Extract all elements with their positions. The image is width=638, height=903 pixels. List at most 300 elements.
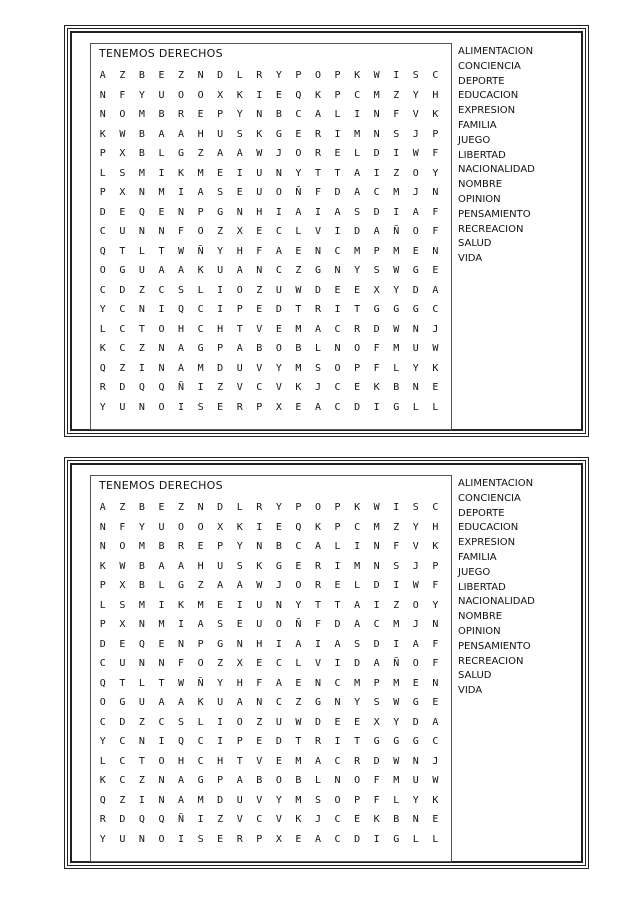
letter-cell[interactable]: N	[334, 697, 341, 709]
letter-cell[interactable]: L	[354, 580, 361, 592]
letter-cell[interactable]: N	[158, 658, 165, 670]
letter-cell[interactable]: Ñ	[178, 814, 185, 826]
letter-cell[interactable]: C	[373, 187, 380, 199]
letter-cell[interactable]: I	[275, 638, 282, 650]
letter-cell[interactable]: E	[295, 128, 302, 140]
letter-cell[interactable]: G	[393, 304, 400, 316]
letter-cell[interactable]: E	[275, 323, 282, 335]
letter-cell[interactable]: N	[334, 265, 341, 277]
letter-cell[interactable]: F	[373, 343, 380, 355]
letter-cell[interactable]: S	[197, 401, 204, 413]
letter-cell[interactable]: M	[393, 343, 400, 355]
letter-cell[interactable]: S	[354, 206, 361, 218]
letter-cell[interactable]: M	[295, 362, 302, 374]
letter-cell[interactable]: S	[412, 70, 419, 82]
letter-cell[interactable]: I	[354, 109, 361, 121]
letter-cell[interactable]: K	[99, 775, 106, 787]
letter-cell[interactable]: Y	[99, 401, 106, 413]
letter-cell[interactable]: N	[314, 677, 321, 689]
letter-cell[interactable]: U	[412, 775, 419, 787]
letter-cell[interactable]: Y	[217, 245, 224, 257]
letter-cell[interactable]: O	[178, 89, 185, 101]
letter-cell[interactable]: A	[236, 148, 243, 160]
letter-cell[interactable]: E	[412, 677, 419, 689]
letter-cell[interactable]: R	[236, 833, 243, 845]
letter-cell[interactable]: K	[295, 382, 302, 394]
letter-cell[interactable]: O	[99, 265, 106, 277]
letter-cell[interactable]: W	[373, 70, 380, 82]
letter-cell[interactable]: P	[354, 362, 361, 374]
letter-cell[interactable]: C	[99, 658, 106, 670]
letter-cell[interactable]: N	[99, 89, 106, 101]
letter-cell[interactable]: G	[314, 697, 321, 709]
letter-cell[interactable]: U	[236, 362, 243, 374]
letter-cell[interactable]: G	[178, 148, 185, 160]
letter-cell[interactable]: N	[334, 775, 341, 787]
letter-cell[interactable]: I	[158, 304, 165, 316]
letter-cell[interactable]: H	[432, 89, 439, 101]
letter-cell[interactable]: O	[158, 323, 165, 335]
letter-cell[interactable]: L	[158, 580, 165, 592]
letter-cell[interactable]: O	[119, 109, 126, 121]
letter-cell[interactable]: A	[354, 167, 361, 179]
letter-cell[interactable]: W	[178, 677, 185, 689]
letter-cell[interactable]: U	[275, 716, 282, 728]
letter-cell[interactable]: M	[295, 755, 302, 767]
letter-cell[interactable]: O	[334, 794, 341, 806]
letter-cell[interactable]: M	[354, 128, 361, 140]
letter-cell[interactable]: P	[236, 304, 243, 316]
letter-cell[interactable]: P	[373, 677, 380, 689]
letter-cell[interactable]: Y	[236, 109, 243, 121]
letter-cell[interactable]: P	[99, 187, 106, 199]
letter-cell[interactable]: L	[295, 658, 302, 670]
letter-cell[interactable]: I	[373, 401, 380, 413]
letter-cell[interactable]: Z	[393, 521, 400, 533]
letter-cell[interactable]: E	[432, 814, 439, 826]
letter-cell[interactable]: S	[373, 265, 380, 277]
letter-cell[interactable]: N	[373, 560, 380, 572]
letter-cell[interactable]: F	[178, 658, 185, 670]
letter-cell[interactable]: B	[393, 814, 400, 826]
letter-cell[interactable]: E	[256, 304, 263, 316]
letter-cell[interactable]: W	[256, 580, 263, 592]
letter-cell[interactable]: D	[314, 716, 321, 728]
letter-cell[interactable]: L	[432, 401, 439, 413]
letter-cell[interactable]: J	[275, 148, 282, 160]
letter-cell[interactable]: I	[334, 226, 341, 238]
letter-cell[interactable]: E	[334, 716, 341, 728]
letter-cell[interactable]: Z	[138, 284, 145, 296]
letter-cell[interactable]: V	[256, 362, 263, 374]
letter-cell[interactable]: G	[412, 697, 419, 709]
letter-cell[interactable]: V	[236, 814, 243, 826]
letter-cell[interactable]: C	[197, 755, 204, 767]
letter-cell[interactable]: M	[138, 599, 145, 611]
letter-cell[interactable]: E	[119, 206, 126, 218]
letter-cell[interactable]: J	[412, 619, 419, 631]
letter-cell[interactable]: D	[217, 70, 224, 82]
letter-cell[interactable]: U	[236, 794, 243, 806]
letter-cell[interactable]: Z	[138, 716, 145, 728]
letter-cell[interactable]: M	[138, 541, 145, 553]
letter-cell[interactable]: M	[197, 599, 204, 611]
letter-cell[interactable]: Ñ	[295, 187, 302, 199]
letter-cell[interactable]: E	[295, 833, 302, 845]
letter-cell[interactable]: A	[236, 697, 243, 709]
letter-cell[interactable]: X	[275, 401, 282, 413]
letter-cell[interactable]: N	[158, 226, 165, 238]
letter-cell[interactable]: L	[99, 599, 106, 611]
letter-cell[interactable]: N	[236, 638, 243, 650]
letter-cell[interactable]: E	[256, 658, 263, 670]
letter-cell[interactable]: B	[275, 109, 282, 121]
letter-cell[interactable]: B	[295, 775, 302, 787]
letter-cell[interactable]: G	[412, 736, 419, 748]
letter-cell[interactable]: G	[412, 265, 419, 277]
letter-cell[interactable]: I	[217, 304, 224, 316]
letter-cell[interactable]: D	[373, 755, 380, 767]
letter-cell[interactable]: T	[295, 304, 302, 316]
letter-cell[interactable]: O	[275, 775, 282, 787]
letter-cell[interactable]: Z	[119, 70, 126, 82]
letter-cell[interactable]: H	[236, 677, 243, 689]
letter-cell[interactable]: N	[432, 677, 439, 689]
letter-cell[interactable]: Y	[393, 284, 400, 296]
letter-cell[interactable]: C	[119, 736, 126, 748]
letter-cell[interactable]: O	[178, 521, 185, 533]
letter-cell[interactable]: M	[197, 167, 204, 179]
letter-cell[interactable]: A	[295, 638, 302, 650]
letter-cell[interactable]: M	[295, 794, 302, 806]
letter-cell[interactable]: Z	[178, 70, 185, 82]
letter-cell[interactable]: Y	[354, 265, 361, 277]
letter-cell[interactable]: B	[138, 148, 145, 160]
letter-cell[interactable]: C	[334, 245, 341, 257]
letter-cell[interactable]: A	[236, 580, 243, 592]
letter-cell[interactable]: I	[354, 541, 361, 553]
letter-cell[interactable]: Y	[412, 794, 419, 806]
letter-cell[interactable]: A	[197, 187, 204, 199]
letter-cell[interactable]: M	[393, 187, 400, 199]
letter-cell[interactable]: M	[354, 245, 361, 257]
letter-cell[interactable]: W	[295, 284, 302, 296]
letter-cell[interactable]: P	[295, 502, 302, 514]
letter-cell[interactable]: D	[217, 502, 224, 514]
letter-cell[interactable]: K	[432, 362, 439, 374]
letter-cell[interactable]: A	[314, 109, 321, 121]
letter-cell[interactable]: L	[334, 109, 341, 121]
letter-cell[interactable]: O	[275, 187, 282, 199]
letter-cell[interactable]: S	[236, 560, 243, 572]
letter-cell[interactable]: V	[256, 755, 263, 767]
letter-cell[interactable]: G	[275, 560, 282, 572]
letter-cell[interactable]: Z	[119, 794, 126, 806]
letter-cell[interactable]: M	[393, 775, 400, 787]
letter-cell[interactable]: G	[119, 697, 126, 709]
letter-cell[interactable]: D	[354, 833, 361, 845]
letter-cell[interactable]: I	[373, 833, 380, 845]
letter-cell[interactable]: Ñ	[393, 658, 400, 670]
letter-cell[interactable]: Ñ	[295, 619, 302, 631]
letter-cell[interactable]: Z	[119, 502, 126, 514]
letter-cell[interactable]: H	[217, 323, 224, 335]
letter-cell[interactable]: A	[178, 775, 185, 787]
letter-cell[interactable]: W	[393, 265, 400, 277]
letter-cell[interactable]: E	[295, 245, 302, 257]
letter-cell[interactable]: D	[373, 323, 380, 335]
letter-cell[interactable]: T	[236, 323, 243, 335]
letter-cell[interactable]: U	[119, 401, 126, 413]
letter-cell[interactable]: I	[334, 736, 341, 748]
letter-cell[interactable]: N	[256, 109, 263, 121]
letter-cell[interactable]: Z	[295, 265, 302, 277]
letter-cell[interactable]: U	[412, 343, 419, 355]
letter-cell[interactable]: D	[314, 284, 321, 296]
letter-cell[interactable]: N	[334, 343, 341, 355]
letter-cell[interactable]: A	[178, 794, 185, 806]
letter-cell[interactable]: N	[373, 541, 380, 553]
letter-cell[interactable]: L	[295, 226, 302, 238]
letter-cell[interactable]: Z	[393, 89, 400, 101]
letter-cell[interactable]: E	[217, 401, 224, 413]
letter-cell[interactable]: L	[314, 343, 321, 355]
letter-cell[interactable]: S	[314, 794, 321, 806]
letter-cell[interactable]: N	[138, 833, 145, 845]
letter-cell[interactable]: K	[236, 89, 243, 101]
letter-cell[interactable]: P	[334, 502, 341, 514]
letter-cell[interactable]: X	[119, 580, 126, 592]
letter-cell[interactable]: N	[197, 70, 204, 82]
letter-cell[interactable]: S	[314, 362, 321, 374]
letter-cell[interactable]: Z	[217, 382, 224, 394]
letter-cell[interactable]: Y	[275, 794, 282, 806]
letter-cell[interactable]: U	[138, 697, 145, 709]
letter-cell[interactable]: E	[354, 716, 361, 728]
letter-cell[interactable]: P	[334, 70, 341, 82]
letter-cell[interactable]: Z	[393, 599, 400, 611]
letter-cell[interactable]: A	[275, 677, 282, 689]
letter-cell[interactable]: S	[236, 128, 243, 140]
letter-cell[interactable]: Y	[138, 89, 145, 101]
letter-cell[interactable]: C	[119, 323, 126, 335]
letter-cell[interactable]: N	[138, 226, 145, 238]
letter-cell[interactable]: S	[393, 560, 400, 572]
letter-cell[interactable]: Z	[393, 167, 400, 179]
letter-cell[interactable]: I	[138, 362, 145, 374]
letter-cell[interactable]: B	[393, 382, 400, 394]
letter-cell[interactable]: N	[412, 323, 419, 335]
letter-cell[interactable]: X	[373, 284, 380, 296]
letter-cell[interactable]: A	[158, 697, 165, 709]
letter-cell[interactable]: A	[236, 343, 243, 355]
letter-cell[interactable]: Z	[256, 716, 263, 728]
letter-cell[interactable]: W	[412, 580, 419, 592]
letter-cell[interactable]: D	[373, 638, 380, 650]
letter-cell[interactable]: N	[314, 245, 321, 257]
letter-cell[interactable]: E	[295, 401, 302, 413]
letter-cell[interactable]: C	[334, 833, 341, 845]
letter-cell[interactable]: K	[354, 502, 361, 514]
letter-cell[interactable]: A	[236, 775, 243, 787]
letter-cell[interactable]: U	[158, 521, 165, 533]
letter-cell[interactable]: K	[99, 128, 106, 140]
letter-cell[interactable]: O	[119, 541, 126, 553]
letter-cell[interactable]: F	[393, 541, 400, 553]
letter-cell[interactable]: Q	[158, 814, 165, 826]
letter-cell[interactable]: L	[412, 833, 419, 845]
letter-cell[interactable]: A	[412, 638, 419, 650]
letter-cell[interactable]: C	[334, 382, 341, 394]
letter-cell[interactable]: I	[334, 128, 341, 140]
letter-cell[interactable]: L	[99, 323, 106, 335]
letter-cell[interactable]: X	[217, 521, 224, 533]
letter-cell[interactable]: F	[432, 638, 439, 650]
letter-cell[interactable]: C	[334, 677, 341, 689]
letter-cell[interactable]: T	[138, 323, 145, 335]
letter-cell[interactable]: U	[119, 833, 126, 845]
letter-cell[interactable]: K	[373, 814, 380, 826]
letter-cell[interactable]: M	[158, 187, 165, 199]
letter-cell[interactable]: A	[236, 265, 243, 277]
letter-cell[interactable]: O	[275, 343, 282, 355]
letter-cell[interactable]: W	[432, 343, 439, 355]
letter-cell[interactable]: J	[314, 382, 321, 394]
letter-cell[interactable]: O	[295, 148, 302, 160]
letter-cell[interactable]: K	[236, 521, 243, 533]
letter-cell[interactable]: Y	[217, 677, 224, 689]
letter-cell[interactable]: F	[432, 148, 439, 160]
letter-cell[interactable]: A	[197, 619, 204, 631]
letter-cell[interactable]: Q	[99, 362, 106, 374]
letter-cell[interactable]: N	[178, 638, 185, 650]
letter-cell[interactable]: Z	[138, 343, 145, 355]
letter-cell[interactable]: T	[295, 736, 302, 748]
letter-cell[interactable]: C	[334, 755, 341, 767]
letter-cell[interactable]: O	[354, 343, 361, 355]
letter-cell[interactable]: M	[354, 677, 361, 689]
letter-cell[interactable]: Y	[432, 599, 439, 611]
letter-cell[interactable]: Y	[99, 833, 106, 845]
letter-cell[interactable]: A	[178, 343, 185, 355]
letter-cell[interactable]: Y	[295, 599, 302, 611]
letter-cell[interactable]: J	[412, 560, 419, 572]
letter-cell[interactable]: W	[393, 755, 400, 767]
letter-cell[interactable]: Y	[99, 304, 106, 316]
letter-cell[interactable]: A	[334, 206, 341, 218]
letter-cell[interactable]: I	[393, 148, 400, 160]
letter-cell[interactable]: H	[236, 245, 243, 257]
letter-cell[interactable]: D	[217, 794, 224, 806]
letter-cell[interactable]: G	[119, 265, 126, 277]
letter-cell[interactable]: I	[158, 736, 165, 748]
letter-cell[interactable]: X	[373, 716, 380, 728]
letter-cell[interactable]: D	[354, 658, 361, 670]
letter-cell[interactable]: E	[256, 736, 263, 748]
letter-cell[interactable]: P	[197, 638, 204, 650]
letter-cell[interactable]: T	[158, 677, 165, 689]
letter-cell[interactable]: H	[432, 521, 439, 533]
letter-cell[interactable]: R	[354, 755, 361, 767]
letter-cell[interactable]: X	[217, 89, 224, 101]
letter-cell[interactable]: I	[334, 658, 341, 670]
letter-cell[interactable]: H	[197, 128, 204, 140]
letter-cell[interactable]: S	[119, 167, 126, 179]
letter-cell[interactable]: A	[178, 128, 185, 140]
letter-cell[interactable]: O	[314, 502, 321, 514]
letter-cell[interactable]: N	[158, 775, 165, 787]
letter-cell[interactable]: C	[99, 716, 106, 728]
letter-cell[interactable]: Y	[295, 167, 302, 179]
letter-cell[interactable]: B	[158, 109, 165, 121]
letter-cell[interactable]: N	[138, 401, 145, 413]
letter-cell[interactable]: E	[295, 677, 302, 689]
letter-cell[interactable]: A	[99, 70, 106, 82]
letter-cell[interactable]: E	[432, 697, 439, 709]
letter-cell[interactable]: T	[354, 736, 361, 748]
letter-cell[interactable]: O	[197, 89, 204, 101]
letter-cell[interactable]: D	[119, 382, 126, 394]
letter-cell[interactable]: C	[197, 323, 204, 335]
letter-cell[interactable]: E	[236, 619, 243, 631]
letter-cell[interactable]: O	[197, 658, 204, 670]
letter-cell[interactable]: F	[373, 794, 380, 806]
letter-cell[interactable]: B	[138, 70, 145, 82]
letter-cell[interactable]: Y	[275, 362, 282, 374]
letter-cell[interactable]: A	[314, 401, 321, 413]
letter-cell[interactable]: R	[236, 401, 243, 413]
letter-cell[interactable]: E	[217, 599, 224, 611]
letter-cell[interactable]: L	[138, 677, 145, 689]
letter-cell[interactable]: A	[373, 226, 380, 238]
letter-cell[interactable]: K	[256, 560, 263, 572]
letter-cell[interactable]: K	[178, 167, 185, 179]
letter-cell[interactable]: R	[99, 382, 106, 394]
letter-cell[interactable]: K	[432, 541, 439, 553]
letter-cell[interactable]: N	[432, 619, 439, 631]
letter-cell[interactable]: A	[354, 619, 361, 631]
letter-cell[interactable]: E	[236, 187, 243, 199]
letter-cell[interactable]: B	[275, 541, 282, 553]
letter-cell[interactable]: P	[99, 148, 106, 160]
letter-cell[interactable]: O	[236, 284, 243, 296]
letter-cell[interactable]: Y	[412, 89, 419, 101]
letter-cell[interactable]: E	[334, 580, 341, 592]
letter-cell[interactable]: C	[432, 736, 439, 748]
letter-cell[interactable]: T	[119, 677, 126, 689]
letter-cell[interactable]: U	[138, 265, 145, 277]
letter-cell[interactable]: X	[236, 658, 243, 670]
letter-cell[interactable]: Q	[99, 794, 106, 806]
letter-cell[interactable]: K	[373, 382, 380, 394]
letter-cell[interactable]: Q	[158, 382, 165, 394]
letter-cell[interactable]: I	[197, 382, 204, 394]
letter-cell[interactable]: G	[314, 265, 321, 277]
letter-cell[interactable]: D	[334, 187, 341, 199]
letter-cell[interactable]: E	[432, 265, 439, 277]
letter-cell[interactable]: L	[197, 284, 204, 296]
letter-cell[interactable]: C	[119, 755, 126, 767]
letter-cell[interactable]: S	[197, 833, 204, 845]
letter-cell[interactable]: Q	[138, 206, 145, 218]
letter-cell[interactable]: P	[99, 619, 106, 631]
letter-cell[interactable]: E	[412, 245, 419, 257]
letter-cell[interactable]: C	[373, 619, 380, 631]
letter-cell[interactable]: N	[138, 736, 145, 748]
letter-cell[interactable]: T	[158, 245, 165, 257]
letter-cell[interactable]: E	[354, 382, 361, 394]
letter-cell[interactable]: D	[373, 580, 380, 592]
